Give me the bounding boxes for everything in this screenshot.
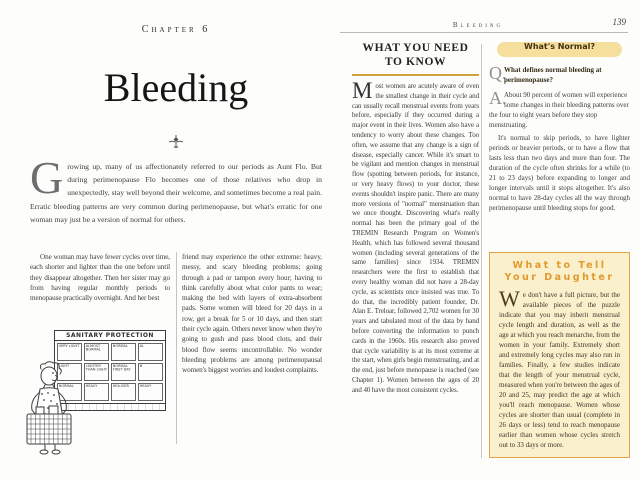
chapter-label: Chapter 6 <box>141 24 211 35</box>
sidebar-column <box>489 42 630 462</box>
shelf-box-label: HEAVY <box>139 384 152 389</box>
what-you-need-to-know-column <box>352 42 479 396</box>
shelf-box-label: VERY LIGHT <box>58 344 80 349</box>
shelf-box-label: NORMAL <box>58 384 74 389</box>
shelf-box <box>138 363 163 381</box>
whats-normal-section <box>489 42 630 250</box>
shelf-box <box>111 383 136 401</box>
shelf-box-label: ALMOST NORMAL <box>85 344 101 352</box>
daughter-box-title: What to Tell Your Daughter <box>504 260 615 283</box>
shelf-box <box>84 383 109 401</box>
main-body-text: ost women are acutely aware of even the smallest change in their cycle and can usually recall menstrual events from years before, especially if they occurred during a major event in their lives. Women also have a tendency to worry about these changes. Too often, we assume that any change is a sign of disease, especially cancer. While it's smart to be vigilant and mention changes in menstrual flow (spotting between periods, for instance, or very heavy flows) to your doctor, these events shouldn't inspire panic. There are many more versions of "normal" menstruation than we once thought. Discovering what's really normal has been the primary goal of the TREMIN Research Program on Women's Health, which has followed several thousand women (including several generations of the same families) since 1934. TREMIN researchers were the first to establish that every healthy woman did not have a 28-day cycle, as scientists once insisted was true. To do that, the incredibly patient founder, Dr. Alan E. Treloar, followed 2,702 women for 30 years and tabulated most of the data by hand before converting the information to punch cards in the 1960s. His research also proved that cycle variability is at its most extreme at the start, when girls begin menstruating, and at the end, just before menopause is reached (see Chapter 1). Women between the ages of 20 and 40 have the most consistent cycles. <box>352 82 479 394</box>
shelf-box <box>84 343 109 361</box>
main-body-paragraph <box>352 78 479 396</box>
shelf-box-label: HEAVY <box>85 384 98 389</box>
dropcap-m: M <box>352 78 373 103</box>
daughter-box-text: e don't have a full picture, but the available pieces of the puzzle indicate that you may inherit menstrual cycle length and duration, as well as the age at which you reach menarche, from the women in your family. Extremely short and extremely long cycles may also run in families. Finally, a few studies indicate that the length of your menstrual cycle, measured when you're between the ages of 20 and 25, may predict the age at which you'll reach menopause. Women whose cycles are shorter than usual (complete in 26 days or less) tend to reach menopause earlier than women whose cycles stretch out to 33 days or more. <box>499 291 620 449</box>
shelf-box-label: AL <box>139 344 145 349</box>
header-rule <box>340 32 628 33</box>
shelf-box <box>57 343 82 361</box>
intro-paragraph <box>30 152 322 226</box>
dropcap-w: W <box>499 286 520 311</box>
shopper-woman-illustration <box>18 360 80 456</box>
shelf-box-label: NORMAL FIRST DAY <box>112 364 131 372</box>
shelf-box <box>138 383 163 401</box>
running-header: Bleeding <box>452 21 504 29</box>
whats-normal-pill: What's Normal? <box>497 42 622 57</box>
shelf-box-label: N <box>139 364 143 369</box>
cartoon-illustration <box>18 330 168 460</box>
question-block <box>489 65 630 85</box>
answer-text-1: About 90 percent of women will experience some changes in their bleeding patterns over the four to eight years before they stop menstruating. <box>489 91 629 130</box>
shelf-box-label: HEA-VIER <box>112 384 129 389</box>
section-heading: WHAT YOU NEED TO KNOW <box>362 42 469 68</box>
shelf-box <box>84 363 109 381</box>
gold-rule <box>352 74 479 76</box>
shelf-box <box>111 343 136 361</box>
left-page-column-2 <box>182 252 322 376</box>
answer-block <box>489 90 630 130</box>
shelf-sign: SANITARY PROTECTION <box>54 330 166 341</box>
page-title: Bleeding <box>103 65 249 110</box>
question-text: What defines normal bleeding at perimenopause? <box>504 66 602 85</box>
page-number: 139 <box>612 17 626 27</box>
column1-text: One woman may have fewer cycles over time, each shorter and lighter than the one before until they disappear altogether. Then her sister may go from having regular monthly periods to menopause practically overnight. And her best <box>30 253 170 303</box>
shelf-box <box>138 343 163 361</box>
shelf-box-label: LIGHTER THAN LIGHT <box>85 364 108 372</box>
column-divider-rule <box>176 252 177 444</box>
right-page-column-divider <box>481 44 482 458</box>
column2-text: friend may experience the other extreme: heavy, messy, and scary bleeding problems; going through a pad or tampon every hour; having to think carefully about what color pants to wear; making the bed with layers of extra-absorbent pads. Some women will bleed for 20 days in a row, get a break for 5 or 10 days, and then start their cycle again. Others never know when they're going to gush and pass blood clots, and their blood flow seems uncontrollable. No wonder bleeding problems are among perimenopausal women's biggest worries and loudest complaints. <box>182 253 322 375</box>
shelf-box-label: LIGHT <box>58 364 70 369</box>
left-page-column-1 <box>30 252 170 303</box>
dropcap-g: G <box>30 152 64 203</box>
what-to-tell-your-daughter-box <box>489 252 630 458</box>
shelf-box-label: NORMAL <box>112 344 128 349</box>
daughter-box-body <box>499 286 620 450</box>
answer-text-2: It's normal to skip periods, to have lighter periods or heavier periods, or to have a flow that lasts less than two days and more than four. The duration of the cycle often shrinks for a while (to 21 to 23 days) before expanding to longer and longer intervals until it stops altogether. It's also normal to have 28-day cycles all the way through perimenopause until bleeding stops for good. <box>489 133 630 213</box>
intro-text: rowing up, many of us affectionately referred to our periods as Aunt Flo. But during perimenopause Flo becomes one of those relatives who drop in unexpectedly, stay well beyond their welcome, and sometimes become a real pain. Erratic bleeding patterns are very common during perimenopause, but what's erratic for one woman may just be a version of normal for others. <box>30 162 322 224</box>
shelf-box <box>111 363 136 381</box>
q-letter: Q. <box>489 63 507 83</box>
a-letter: A. <box>489 88 507 109</box>
fleuron-ornament-icon <box>30 134 322 154</box>
